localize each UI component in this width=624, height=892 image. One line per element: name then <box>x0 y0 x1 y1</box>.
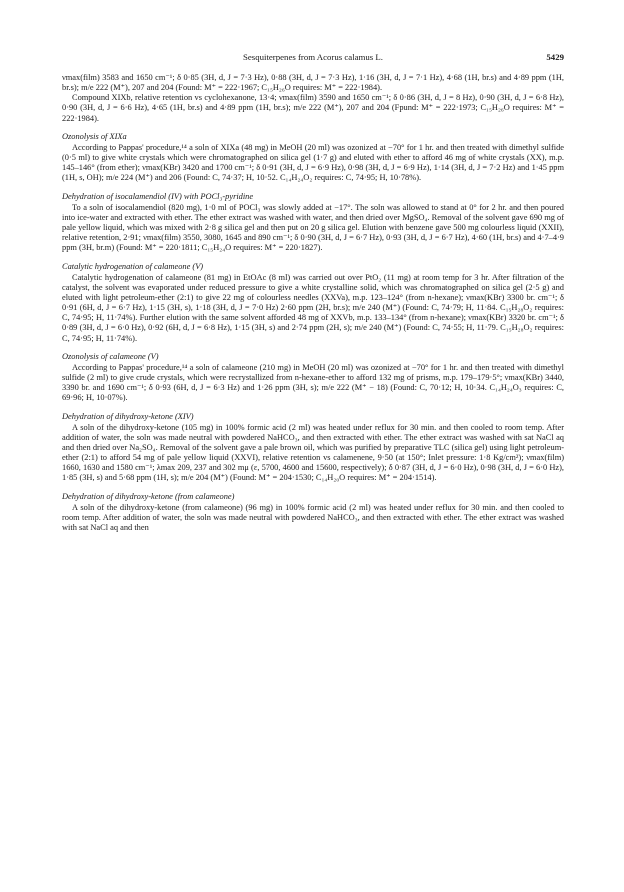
section-heading: Dehydration of isocalamendiol (IV) with POCl₃-pyridine <box>62 191 254 201</box>
article-body <box>62 73 564 533</box>
section-heading: Ozonolysis of calameone (V) <box>62 351 159 361</box>
section-body: A soln of the dihydroxy-ketone (from calameone) (96 mg) in 100% formic acid (2 ml) was heated under reflux for 30 min. and then cooled to room temp. After addition of water, the soln was made neutral with powdered NaHCO₃, and then extracted with ether. The ether extract was washed with sat NaCl aq and then <box>62 502 564 533</box>
section-heading: Dehydration of dihydroxy-ketone (from calameone) <box>62 491 235 501</box>
compound-xixb-paragraph: Compound XIXb, relative retention vs cyclohexanone, 13·4; νmax(film) 3590 and 1650 cm⁻¹; δ 0·86 (3H, d, J = 8 Hz), 0·90 (3H, d, J = 6·8 Hz), 0·90 (3H, d, J = 6·6 Hz), 4·65 (1H, br.s) and 4·89 ppm (1H, br.s); m/e 222 (M⁺), 207 and 204 (Fpund: M⁺ = 222·1973; C₁₅H₂₆O requires: M⁺ = 222·1984). <box>62 93 564 123</box>
section-body: According to Pappas' procedure,¹⁴ a soln of calameone (210 mg) in MeOH (20 ml) was ozonized at −70° for 1 hr. and then treated with dimethyl sulfide (2 ml) to give crude crystals, which were recrystallized from n-hexane-ether to afford 132 mg of prisms, m.p. 179–179·5°; νmax(KBr) 3440, 3390 br. and 1690 cm⁻¹; δ 0·93 (6H, d, J = 6·3 Hz) and 1·26 ppm (3H, s); m/e 222 (M⁺ − 18) (Found: C, 70·12; H, 10·34. C₁₄H₂₄O₃ requires: C, 69·96; H, 10·07%). <box>62 362 564 403</box>
page-header <box>62 52 564 64</box>
section-heading: Ozonolysis of XIXa <box>62 131 127 141</box>
section-heading: Catalytic hydrogenation of calameone (V) <box>62 261 204 271</box>
section-body: A soln of the dihydroxy-ketone (105 mg) in 100% formic acid (2 ml) was heated under reflux for 30 min. and then cooled to room temp. After addition of water, the soln was made neutral with powdered NaHCO₃, and then extracted with ether. The ether extract was washed with sat NaCl aq and then dried over Na₂SO₄. Removal of the solvent gave a pale brown oil, which was purified by preparative TLC (silica gel) using light petroleum-ether (2:1) to afford 54 mg of pale yellow liquid (XXVI), relative retention vs calamenene, 9·50 (at 150°; Inlet pressure: 1·8 Kg/cm²); νmax(film) 1660, 1630 and 1580 cm⁻¹; λmax 209, 237 and 302 mμ (ε, 5700, 4600 and 15600, respectively); δ 0·87 (3H, d, J = 6·0 Hz), 0·98 (3H, d, J = 6·0 Hz), 1·85 (3H, s) and 5·68 ppm (1H, s); m/e 204 (M⁺) (Found: M⁺ = 204·1530; C₁₄H₂₀O requires: M⁺ = 204·1514). <box>62 422 564 483</box>
running-title: Sesquiterpenes from Acorus calamus L. <box>243 52 383 62</box>
spectral-data-paragraph: νmax(film) 3583 and 1650 cm⁻¹; δ 0·85 (3H, d, J = 7·3 Hz), 0·88 (3H, d, J = 7·3 Hz), 1·16 (3H, d, J = 7·1 Hz), 4·68 (1H, br.s) and 4·89 ppm (1H, br.s); m/e 222 (M⁺), 207 and 204 (Found: M⁺ = 222·1967; C₁₅H₂₆O requires: M⁺ = 222·1984). <box>62 73 564 93</box>
section-body: Catalytic hydrogenation of calameone (81 mg) in EtOAc (8 ml) was carried out over PtO₂ (11 mg) at room temp for 3 hr. After filtration of the catalyst, the solvent was evaporated under reduced pressure to give a white crystalline solid, which was chromatographed on silica gel (2·5 g) and eluted with light petroleum-ether (2:1) to give 22 mg of colourless needles (XXVa), m.p. 123–124° (from n-hexane); νmax(KBr) 3300 br. cm⁻¹; δ 0·91 (6H, d, J = 6·7 Hz), 1·15 (3H, s), 1·18 (3H, d, J = 7·0 Hz) 2·60 ppm (2H, br.s); m/e 240 (M⁺) (Found: C, 74·79; H, 11·84. C₁₅H₂₈O₂ requires: C, 74·95; H, 11·74%). Further elution with the same solvent afforded 48 mg of XXVb, m.p. 133–134° (from n-hexane); νmax(KBr) 3320 br. cm⁻¹; δ 0·89 (3H, d, J = 6·0 Hz), 0·92 (6H, d, J = 6·8 Hz), 1·15 (3H, s) and 2·74 ppm (2H, s); m/e 240 (M⁺) (Found: C, 74·55; H, 11·79. C₁₅H₂₈O₂ requires: C, 74·95; H, 11·74%). <box>62 272 564 343</box>
section-heading: Dehydration of dihydroxy-ketone (XIV) <box>62 411 194 421</box>
page-number: 5429 <box>546 52 564 62</box>
section-body: According to Pappas' procedure,¹⁴ a soln of XIXa (48 mg) in MeOH (20 ml) was ozonized at −70° for 1 hr. and then treated with dimethyl sulfide (0·5 ml) to give white crystals which were chromatographed on silica gel (1·7 g) and eluted with ether to afford 46 mg of white crystals (XX), m.p. 145–146° (from ether); νmax(KBr) 3420 and 1700 cm⁻¹; δ 0·91 (3H, d, J = 6·9 Hz), 0·98 (3H, d, J = 6·9 Hz), 1·14 (3H, d, J = 7·2 Hz) and 1·45 ppm (1H, s, OH); m/e 224 (M⁺) and 206 (Found: C, 74·37; H, 10·52. C₁₄H₂₄O₂ requires: C, 74·95; H, 10·78%). <box>62 142 564 183</box>
section-body: To a soln of isocalamendiol (820 mg), 1·0 ml of POCl₃ was slowly added at −17°. The soln was allowed to stand at 0° for 2 hr. and then poured into ice-water and extracted with ether. The ether extract was washed with water, and then dried over MgSO₄. Removal of the solvent gave 690 mg of pale yellow liquid, which was mixed with 2·8 g silica gel and then put on 20 g silica gel. Elution with benzene gave 500 mg colourless liquid (XXII), relative retention, 2·91; νmax(film) 3550, 3080, 1645 and 890 cm⁻¹; δ 0·90 (3H, d, J = 6·7 Hz), 0·93 (3H, d, J = 6·7 Hz), 4·60 (1H, br.s) and 4·7–4·9 ppm (3H, br.m) (Found: M⁺ = 220·1811; C₁₅H₂₄O requires: M⁺ = 220·1827). <box>62 202 564 253</box>
